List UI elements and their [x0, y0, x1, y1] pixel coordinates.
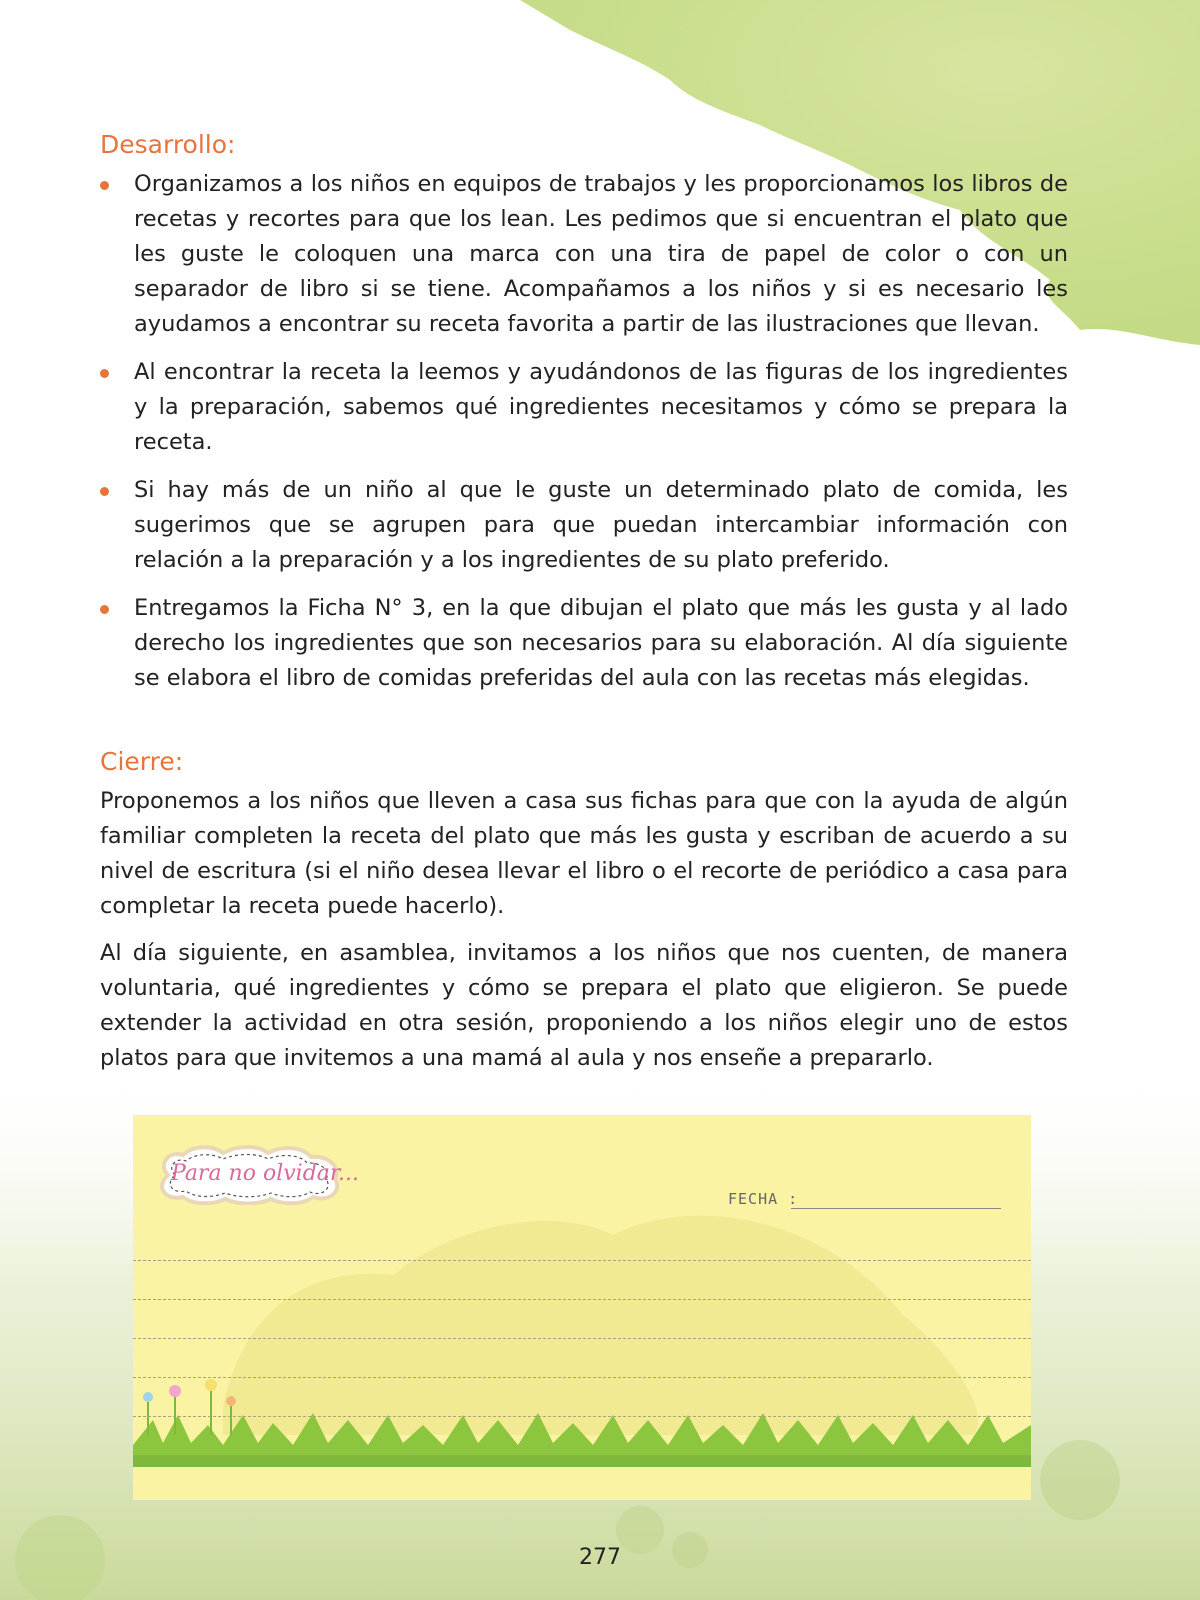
list-item: Organizamos a los niños en equipos de trabajos y les proporcionamos los libros de recetas y recortes para que los lean. Les pedimos que si encuentran el plato que les guste le coloquen una marca con una tira de papel de color o con un separador de libro si se tiene. Acompañamos a los niños y si es necesario les ayudamos a encontrar su receta favorita a partir de las ilustraciones que llevan.	[100, 167, 1068, 342]
list-item: Al encontrar la receta la leemos y ayudándonos de las figuras de los ingredientes y la preparación, sabemos qué ingredientes necesitamos y cómo se prepara la receta.	[100, 355, 1068, 460]
cierre-paragraph-2: Al día siguiente, en asamblea, invitamos a los niños que nos cuenten, de manera voluntaria, qué ingredientes y cómo se prepara el plato que eligieron. Se puede extender la actividad en otra sesión, proponiendo a los niños elegir uno de estos platos para que invitemos a una mamá al aula y nos enseñe a prepararlo.	[100, 940, 1068, 1071]
main-content	[100, 130, 1068, 1088]
page-number: 277	[579, 1545, 621, 1570]
desarrollo-heading: Desarrollo:	[100, 130, 236, 159]
bullet-dot-icon	[100, 487, 109, 496]
flowers-icon	[143, 1379, 236, 1435]
bullet-dot-icon	[100, 181, 109, 190]
fecha-input-line[interactable]	[791, 1208, 1001, 1209]
bullet-dot-icon	[100, 369, 109, 378]
cierre-paragraph-1: Proponemos a los niños que lleven a casa sus fichas para que con la ayuda de algún familiar completen la receta del plato que más les gusta y escriban de acuerdo a su nivel de escritura (si el niño desea llevar el libro o el recorte de periódico a casa para completar la receta puede hacerlo).	[100, 788, 1068, 919]
bullet-dot-icon	[100, 605, 109, 614]
note-card	[133, 1115, 1031, 1500]
list-item: Si hay más de un niño al que le guste un determinado plato de comida, les sugerimos que se agrupen para que puedan intercambiar información con relación a la preparación y a los ingredientes de su plato preferido.	[100, 473, 1068, 578]
cierre-heading: Cierre:	[100, 747, 184, 776]
desarrollo-list	[100, 167, 1068, 696]
note-badge-label: Para no olvidar...	[171, 1161, 359, 1186]
fecha-label: FECHA :	[728, 1190, 799, 1208]
hill-shape	[223, 1216, 978, 1435]
list-item: Entregamos la Ficha N° 3, en la que dibujan el plato que más les gusta y al lado derecho los ingredientes que son necesarios para su elaboración. Al día siguiente se elabora el libro de comidas preferidas del aula con las recetas más elegidas.	[100, 591, 1068, 696]
